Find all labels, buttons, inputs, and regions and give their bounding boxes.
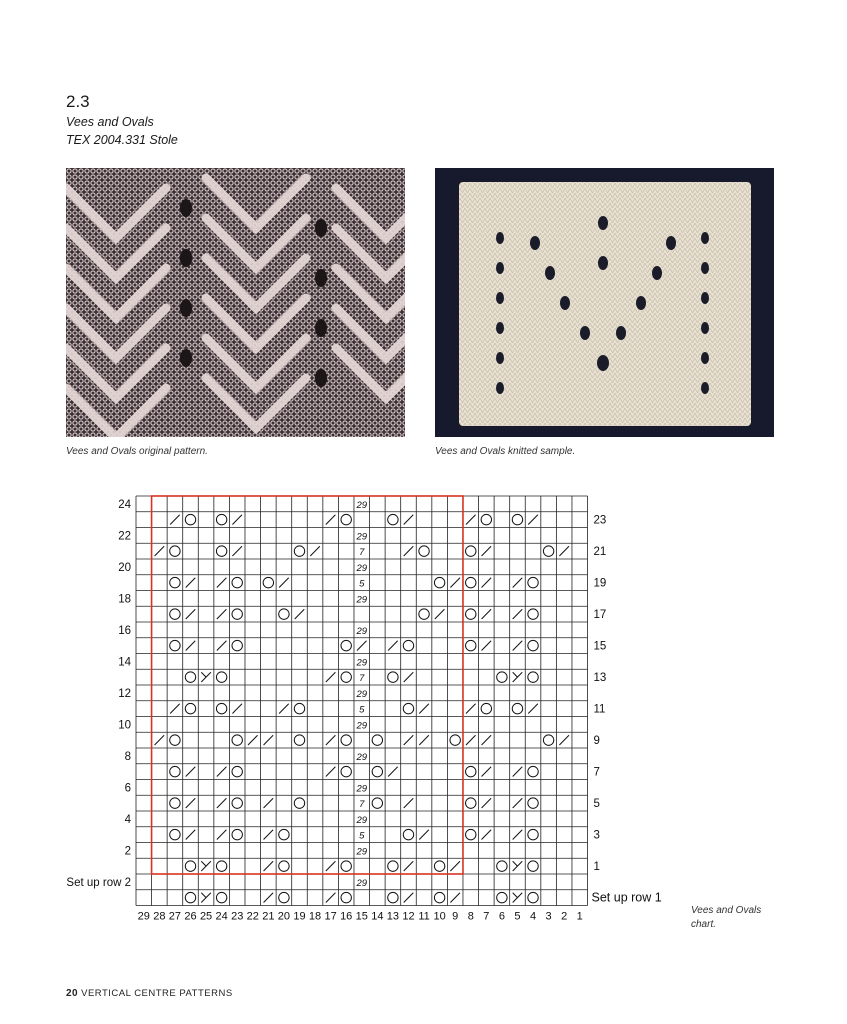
column-number: 24 (215, 910, 228, 923)
yarn-over-symbol (294, 798, 304, 808)
decrease-symbol (513, 578, 523, 588)
decrease-symbol (217, 767, 227, 777)
yarn-over-symbol (341, 892, 351, 902)
yarn-over-symbol (372, 766, 382, 776)
column-number: 18 (308, 910, 322, 923)
column-number: 12 (402, 910, 415, 923)
column-number: 25 (199, 910, 213, 923)
decrease-symbol (186, 767, 196, 777)
decrease-symbol (388, 767, 398, 777)
decrease-symbol (217, 641, 227, 651)
decrease-symbol (326, 515, 336, 525)
decrease-symbol (232, 515, 242, 525)
original-pattern-caption: Vees and Ovals original pattern. (66, 446, 208, 457)
yarn-over-symbol (185, 514, 195, 524)
yarn-over-symbol (528, 672, 538, 682)
knitted-sample-caption: Vees and Ovals knitted sample. (435, 446, 576, 457)
yarn-over-symbol (341, 766, 351, 776)
decrease-symbol (404, 672, 414, 682)
decrease-symbol (482, 641, 492, 651)
stitch-count-label: 29 (356, 720, 368, 732)
row-number-left: 8 (124, 750, 131, 763)
decrease-symbol (155, 735, 165, 745)
yarn-over-symbol (543, 735, 553, 745)
stitch-count-label: 29 (356, 531, 368, 543)
yarn-over-symbol (528, 766, 538, 776)
setup-row-2-label: Set up row 2 (66, 876, 131, 889)
decrease-symbol (482, 830, 492, 840)
decrease-symbol (326, 893, 336, 903)
decrease-symbol (326, 767, 336, 777)
yarn-over-symbol (232, 829, 242, 839)
yarn-over-symbol (466, 766, 476, 776)
decrease-symbol (559, 546, 569, 556)
yarn-over-symbol (279, 609, 289, 619)
running-head: VERTICAL CENTRE PATTERNS (81, 988, 233, 999)
yarn-over-symbol (232, 798, 242, 808)
decrease-symbol (466, 735, 476, 745)
decrease-symbol (513, 830, 523, 840)
column-number: 6 (498, 910, 505, 923)
decrease-symbol (186, 641, 196, 651)
yarn-over-symbol (466, 798, 476, 808)
yarn-over-symbol (185, 861, 195, 871)
yarn-over-symbol (294, 735, 304, 745)
yarn-over-symbol (170, 546, 180, 556)
yarn-over-symbol (403, 829, 413, 839)
stitch-count-label: 29 (356, 594, 368, 606)
yarn-over-symbol (466, 609, 476, 619)
decrease-symbol (450, 578, 460, 588)
stitch-count-label: 29 (356, 562, 368, 574)
stitch-count-label: 5 (359, 704, 365, 716)
yarn-over-symbol (341, 735, 351, 745)
decrease-symbol (404, 861, 414, 871)
decrease-symbol (482, 798, 492, 808)
decrease-symbol (295, 609, 305, 619)
yarn-over-symbol (434, 577, 444, 587)
yarn-over-symbol (170, 577, 180, 587)
yarn-over-symbol (512, 514, 522, 524)
yarn-over-symbol (450, 735, 460, 745)
row-number-right: 23 (593, 514, 607, 527)
decrease-symbol (326, 672, 336, 682)
row-number-left: 12 (118, 687, 131, 700)
decrease-symbol (435, 609, 445, 619)
yarn-over-symbol (232, 735, 242, 745)
decrease-symbol (388, 641, 398, 651)
stitch-count-label: 29 (356, 814, 368, 826)
decrease-symbol (186, 578, 196, 588)
yarn-over-symbol (232, 766, 242, 776)
double-decrease-symbol (513, 893, 523, 903)
stitch-count-label: 5 (359, 830, 365, 842)
decrease-symbol (217, 578, 227, 588)
column-number: 16 (340, 910, 353, 923)
decrease-symbol (404, 798, 414, 808)
stitch-count-label: 29 (356, 657, 368, 669)
yarn-over-symbol (466, 640, 476, 650)
decrease-symbol (264, 830, 274, 840)
double-decrease-symbol (513, 672, 523, 682)
section-number: 2.3 (66, 92, 90, 111)
stitch-count-label: 29 (356, 499, 368, 511)
decrease-symbol (513, 641, 523, 651)
yarn-over-symbol (419, 546, 429, 556)
yarn-over-symbol (497, 672, 507, 682)
yarn-over-symbol (170, 609, 180, 619)
yarn-over-symbol (294, 703, 304, 713)
yarn-over-symbol (543, 546, 553, 556)
decrease-symbol (232, 704, 242, 714)
yarn-over-symbol (528, 861, 538, 871)
yarn-over-symbol (279, 861, 289, 871)
double-decrease-symbol (513, 861, 523, 871)
column-number: 14 (371, 910, 384, 923)
column-number: 8 (467, 910, 474, 923)
decrease-symbol (466, 704, 476, 714)
yarn-over-symbol (216, 861, 226, 871)
chart-caption (691, 904, 761, 932)
double-decrease-symbol (201, 861, 211, 871)
yarn-over-symbol (388, 672, 398, 682)
yarn-over-symbol (341, 861, 351, 871)
column-number: 27 (168, 910, 182, 923)
column-number: 7 (483, 910, 490, 923)
row-number-left: 4 (124, 813, 131, 826)
decrease-symbol (404, 546, 414, 556)
decrease-symbol (264, 861, 274, 871)
yarn-over-symbol (528, 577, 538, 587)
yarn-over-symbol (170, 829, 180, 839)
decrease-symbol (155, 546, 165, 556)
section-reference: TEX 2004.331 Stole (66, 133, 178, 147)
yarn-over-symbol (388, 514, 398, 524)
yarn-over-symbol (403, 703, 413, 713)
yarn-over-symbol (388, 861, 398, 871)
column-number: 22 (246, 910, 259, 923)
setup-row-1-label: Set up row 1 (591, 890, 662, 905)
stitch-count-label: 7 (359, 799, 365, 811)
decrease-symbol (232, 546, 242, 556)
row-number-right: 7 (593, 766, 600, 779)
row-number-right: 19 (593, 577, 607, 590)
yarn-over-symbol (528, 892, 538, 902)
yarn-over-symbol (528, 798, 538, 808)
yarn-over-symbol (185, 703, 195, 713)
yarn-over-symbol (216, 703, 226, 713)
yarn-over-symbol (216, 546, 226, 556)
column-number: 4 (529, 910, 537, 923)
column-number: 10 (433, 910, 446, 923)
yarn-over-symbol (185, 892, 195, 902)
decrease-symbol (559, 735, 569, 745)
decrease-symbol (513, 767, 523, 777)
decrease-symbol (482, 735, 492, 745)
decrease-symbol (482, 767, 492, 777)
yarn-over-symbol (341, 672, 351, 682)
decrease-symbol (513, 609, 523, 619)
decrease-symbol (186, 798, 196, 808)
yarn-over-symbol (466, 577, 476, 587)
yarn-over-symbol (170, 766, 180, 776)
yarn-over-symbol (497, 892, 507, 902)
yarn-over-symbol (403, 640, 413, 650)
row-number-left: 24 (118, 498, 131, 511)
yarn-over-symbol (528, 609, 538, 619)
decrease-symbol (217, 798, 227, 808)
row-number-right: 5 (593, 798, 600, 811)
row-number-right: 17 (593, 609, 607, 622)
row-number-left: 16 (118, 624, 131, 637)
stitch-count-label: 29 (356, 846, 368, 858)
column-number: 19 (293, 910, 306, 923)
yarn-over-symbol (232, 640, 242, 650)
yarn-over-symbol (216, 672, 226, 682)
yarn-over-symbol (528, 640, 538, 650)
decrease-symbol (419, 704, 429, 714)
decrease-symbol (217, 830, 227, 840)
decrease-symbol (419, 830, 429, 840)
row-number-right: 9 (593, 735, 600, 748)
row-number-right: 15 (593, 640, 607, 653)
chart-caption-line2: chart. (691, 919, 717, 930)
decrease-symbol (248, 735, 258, 745)
decrease-symbol (482, 578, 492, 588)
stitch-count-label: 29 (356, 877, 368, 889)
row-number-right: 3 (593, 829, 600, 842)
decrease-symbol (217, 609, 227, 619)
chart-caption-line1: Vees and Ovals (691, 905, 762, 916)
stitch-count-label: 5 (359, 578, 365, 590)
column-number: 2 (561, 910, 568, 923)
column-number: 17 (324, 910, 337, 923)
yarn-over-symbol (216, 892, 226, 902)
yarn-over-symbol (170, 798, 180, 808)
row-number-right: 1 (593, 861, 600, 874)
column-number: 29 (137, 910, 150, 923)
column-number: 3 (545, 910, 552, 923)
row-number-right: 13 (593, 672, 607, 685)
yarn-over-symbol (434, 861, 444, 871)
yarn-over-symbol (294, 546, 304, 556)
yarn-over-symbol (341, 640, 351, 650)
decrease-symbol (357, 641, 367, 651)
yarn-over-symbol (216, 514, 226, 524)
stitch-count-label: 7 (359, 547, 365, 559)
stitch-count-label: 29 (356, 688, 368, 700)
decrease-symbol (326, 861, 336, 871)
decrease-symbol (279, 704, 289, 714)
row-number-left: 2 (124, 845, 131, 858)
decrease-symbol (482, 609, 492, 619)
yarn-over-symbol (279, 892, 289, 902)
yarn-over-symbol (466, 546, 476, 556)
yarn-over-symbol (263, 577, 273, 587)
row-number-left: 22 (118, 530, 131, 543)
decrease-symbol (404, 735, 414, 745)
page-footer (66, 988, 233, 999)
yarn-over-symbol (279, 829, 289, 839)
yarn-over-symbol (232, 609, 242, 619)
column-number: 5 (514, 910, 521, 923)
decrease-symbol (404, 515, 414, 525)
decrease-symbol (482, 546, 492, 556)
decrease-symbol (264, 735, 274, 745)
yarn-over-symbol (372, 798, 382, 808)
column-number: 23 (231, 910, 244, 923)
column-number: 21 (262, 910, 275, 923)
row-number-left: 14 (118, 656, 131, 669)
stitch-count-label: 7 (359, 673, 365, 685)
yarn-over-symbol (170, 735, 180, 745)
stitch-count-label: 29 (356, 751, 368, 763)
double-decrease-symbol (201, 672, 211, 682)
decrease-symbol (170, 515, 180, 525)
row-number-left: 18 (118, 593, 131, 606)
column-number: 9 (452, 910, 459, 923)
row-number-right: 11 (593, 703, 606, 716)
column-number: 11 (418, 910, 430, 923)
column-number: 20 (277, 910, 291, 923)
row-number-left: 20 (118, 561, 131, 574)
decrease-symbol (528, 704, 538, 714)
column-number: 28 (153, 910, 166, 923)
decrease-symbol (170, 704, 180, 714)
row-number-left: 10 (118, 719, 131, 732)
yarn-over-symbol (232, 577, 242, 587)
decrease-symbol (264, 893, 274, 903)
row-number-right: 21 (593, 546, 607, 559)
decrease-symbol (279, 578, 289, 588)
column-number: 26 (184, 910, 197, 923)
double-decrease-symbol (201, 893, 211, 903)
yarn-over-symbol (512, 703, 522, 713)
column-number: 15 (355, 910, 368, 923)
column-number: 1 (576, 910, 583, 923)
decrease-symbol (186, 609, 196, 619)
decrease-symbol (450, 861, 460, 871)
yarn-over-symbol (388, 892, 398, 902)
section-title: Vees and Ovals (66, 115, 154, 129)
yarn-over-symbol (170, 640, 180, 650)
decrease-symbol (466, 515, 476, 525)
decrease-symbol (528, 515, 538, 525)
decrease-symbol (419, 735, 429, 745)
decrease-symbol (310, 546, 320, 556)
yarn-over-symbol (341, 514, 351, 524)
decrease-symbol (513, 798, 523, 808)
yarn-over-symbol (419, 609, 429, 619)
row-number-left: 6 (124, 782, 131, 795)
yarn-over-symbol (372, 735, 382, 745)
decrease-symbol (186, 830, 196, 840)
decrease-symbol (326, 735, 336, 745)
decrease-symbol (404, 893, 414, 903)
decrease-symbol (264, 798, 274, 808)
yarn-over-symbol (185, 672, 195, 682)
yarn-over-symbol (481, 514, 491, 524)
page-number: 20 (66, 988, 79, 999)
column-number: 13 (386, 910, 400, 923)
decrease-symbol (450, 893, 460, 903)
yarn-over-symbol (497, 861, 507, 871)
stitch-count-label: 29 (356, 783, 368, 795)
yarn-over-symbol (528, 829, 538, 839)
yarn-over-symbol (481, 703, 491, 713)
yarn-over-symbol (434, 892, 444, 902)
stitch-count-label: 29 (356, 625, 368, 637)
yarn-over-symbol (466, 829, 476, 839)
